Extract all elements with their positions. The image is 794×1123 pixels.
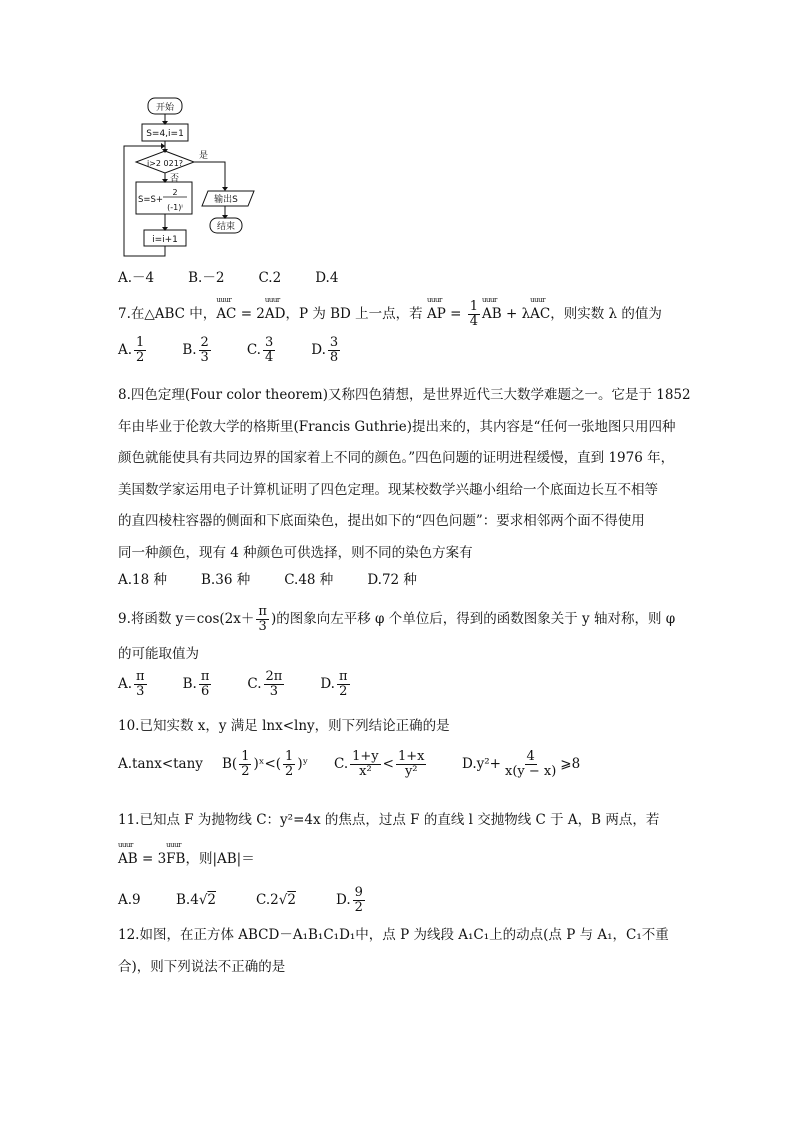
q10-option-a: A.tanx<tany [118, 756, 203, 772]
q7-prefix: 7.在△ABC 中， [118, 306, 217, 322]
q10-option-c: C. $\frac{1+y}{\text{x²}}$ < $\frac{1+x}{\text{y²}}$ [334, 749, 425, 779]
q8-line-5: 的直四棱柱容器的侧面和下底面染色，提出如下的“四色问题”：要求相邻两个面不得使用 [118, 513, 645, 529]
q11-options [118, 886, 367, 915]
q11-vector-ab: uuur AB [118, 850, 138, 868]
q8-options [118, 571, 451, 589]
flowchart-start-text: 开始 [155, 103, 175, 113]
q6-options [118, 269, 372, 287]
q10-options [118, 750, 580, 779]
q7-option-a: A. $\frac{1}{2}$ [118, 335, 145, 365]
q10-stem: 10.已知实数 x，y 满足 lnx<lny，则下列结论正确的是 [118, 718, 450, 734]
q8-line-2: 年由毕业于伦敦大学的格斯里(Francis Guthrie)提出来的，其内容是“任何一张地图只用四种 [118, 418, 676, 435]
flowchart-output-text: 输出S [214, 195, 238, 205]
flowchart-no-label: 否 [170, 174, 180, 184]
q7-vector-ab: uuur AB [482, 305, 502, 323]
q9-option-b: B. $\frac{\pi}{6}$ [182, 669, 210, 699]
q7-option-b: B. $\frac{2}{3}$ [182, 335, 209, 365]
q6-option-a: A.－4 [118, 270, 155, 286]
q8-option-a: A.18 种 [118, 572, 168, 588]
q9-option-c: C. $\frac{2\pi}{3}$ [247, 669, 283, 699]
q6-option-d: D.4 [315, 270, 339, 286]
q11-line2 [118, 850, 255, 868]
flowchart-condition-text: i>2 021? [146, 159, 184, 168]
q7-vector-ac2: uuur AC [530, 305, 550, 323]
q7-eq2: = [445, 306, 466, 322]
q7-fraction: $\frac{1}{4}$ [469, 299, 478, 329]
flowchart-yes-label: 是 [199, 151, 209, 161]
q9-fraction: $\frac{\pi}{3}$ [258, 604, 267, 634]
flowchart [112, 92, 272, 262]
q11-line2-end: ，则|AB|＝ [185, 851, 255, 867]
q6-option-c: C.2 [258, 270, 282, 286]
q8-option-d: D.72 种 [367, 572, 417, 588]
q7-vector-ad: uuur AD [265, 305, 286, 323]
q7-suffix: ，则实数 λ 的值为 [550, 306, 662, 322]
q7-option-d: D. $\frac{3}{8}$ [311, 335, 339, 365]
q12-line1: 12.如图，在正方体 ABCD－A₁B₁C₁D₁中，点 P 为线段 A₁C₁上的动点(点 P 与 A₁，C₁不重 [118, 927, 669, 943]
q7-stem [118, 300, 662, 329]
q11-vector-fb: uuur FB [166, 850, 185, 868]
q7-vector-ac: uuur AC [216, 305, 236, 323]
q8-line-4: 美国数学家运用电子计算机证明了四色定理。现某校数学兴趣小组给一个底面边长互不相等 [118, 481, 658, 498]
q8-option-b: B.36 种 [201, 572, 251, 588]
q7-eq1: = 2 [236, 306, 265, 322]
q7-vector-ap: uuur AP [427, 305, 446, 323]
q11-eq: = 3 [137, 851, 167, 867]
q7-option-c: C. $\frac{3}{4}$ [246, 335, 274, 365]
flowchart-update-den: (-1)ⁱ [167, 203, 183, 212]
q9-options [118, 670, 386, 699]
flowchart-update-num: 2 [172, 188, 178, 197]
q8-stem [118, 380, 691, 569]
q7-options [118, 336, 376, 365]
q9-option-a: A. $\frac{\pi}{3}$ [118, 669, 145, 699]
q8-line-6: 同一种颜色，现有 4 种颜色可供选择，则不同的染色方案有 [118, 544, 473, 561]
flowchart-update-lhs: S=S+ [138, 195, 164, 205]
q9-part2: )的图象向左平移 φ 个单位后，得到的函数图象关于 y 轴对称，则 φ [270, 611, 676, 627]
q9-option-d: D. $\frac{\pi}{2}$ [320, 669, 348, 699]
q12-line2: 合)，则下列说法不正确的是 [118, 959, 286, 975]
flowchart-end-text: 结束 [216, 222, 236, 232]
q8-line-3: 颜色就能使具有共同边界的国家着上不同的颜色。”四色问题的证明进程缓慢，直到 1976 年， [118, 450, 675, 466]
q9-stem [118, 605, 675, 634]
q7-plus: + λ [501, 306, 531, 322]
q10-option-b: B( $\frac{1}{2}$ )ˣ<( $\frac{1}{2}$ )ʸ [222, 749, 309, 779]
q7-mid: ，P 为 BD 上一点，若 [285, 306, 427, 322]
q11-option-b: B.4√2 [176, 892, 217, 908]
q8-line-1: 8.四色定理(Four color theorem)又称四色猜想，是世界近代三大数学难题之一。它是于 1852 [118, 387, 691, 403]
q11-option-d: D. $\frac{9}{2}$ [336, 885, 363, 915]
flowchart-increment-text: i=i+1 [152, 235, 178, 245]
q6-option-b: B.－2 [188, 270, 225, 286]
flowchart-init-text: S=4,i=1 [146, 129, 184, 139]
q10-option-d: D.y²+ $\frac{4}{x(y - x)}$ ⩾8 [462, 749, 581, 779]
q11-option-c: C.2√2 [256, 892, 296, 908]
q8-option-c: C.48 种 [284, 572, 334, 588]
q11-line1: 11.已知点 F 为抛物线 C：y²=4x 的焦点，过点 F 的直线 l 交抛物线 C 于 A，B 两点，若 [118, 812, 660, 828]
q9-part1: 9.将函数 y＝cos(2x＋ [118, 611, 255, 627]
q11-option-a: A.9 [118, 892, 141, 908]
q9-line2: 的可能取值为 [118, 646, 199, 662]
